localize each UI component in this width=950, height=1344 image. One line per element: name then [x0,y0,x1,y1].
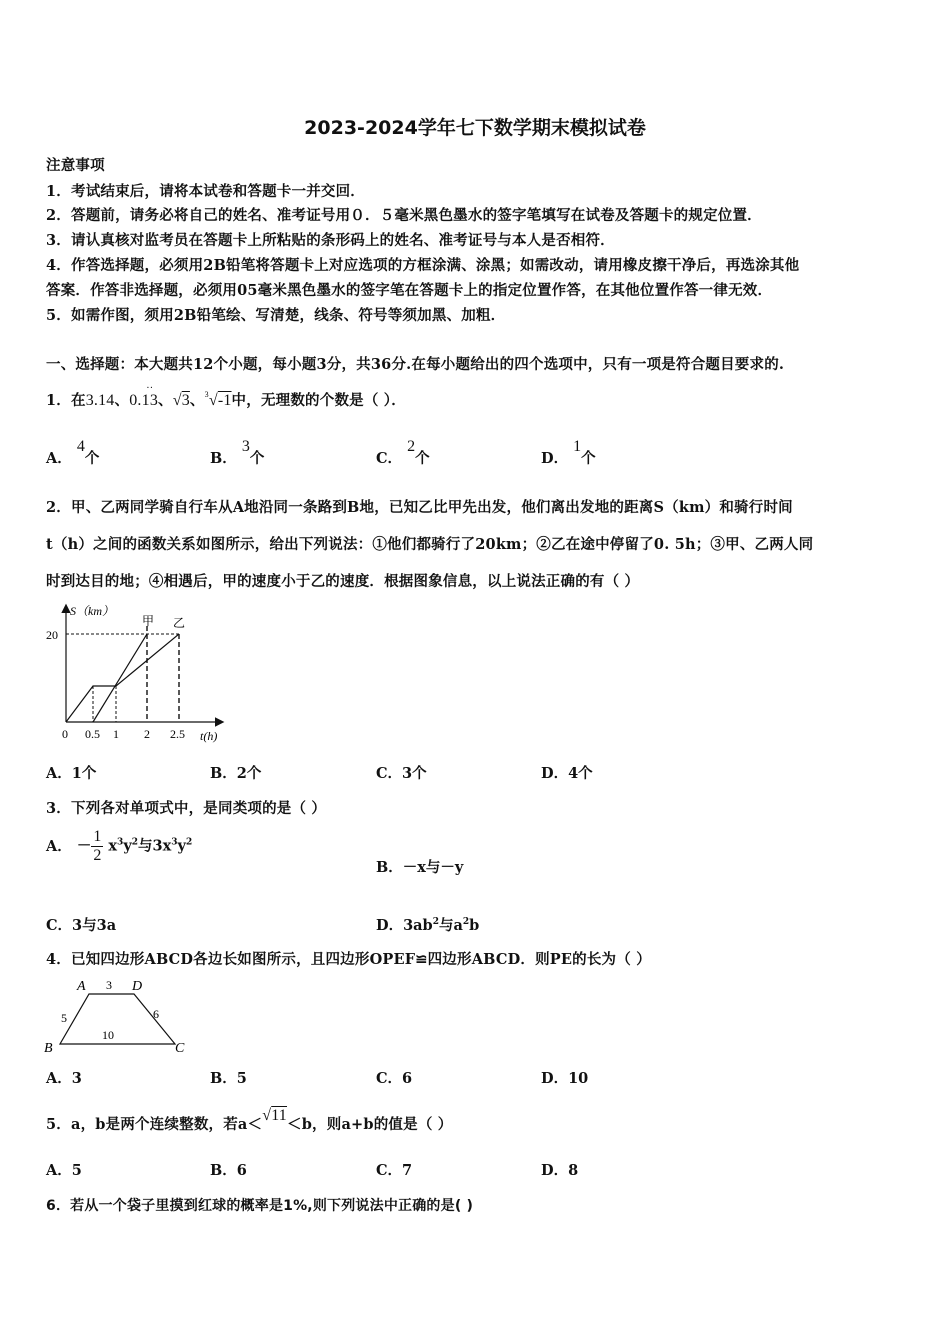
graph-x-tick: 2 [144,727,150,741]
q5-option-d[interactable]: D．8 [541,1162,579,1179]
exponent: 2 [462,917,470,927]
series-jia [93,634,147,722]
option-letter: A． [46,450,72,467]
radicand: 11 [271,1107,288,1124]
q1-number-1: 3.14 [85,392,115,409]
option-text: D．3ab [376,917,433,934]
question-5-stem [46,1107,453,1134]
question-3-stem: 3．下列各对单项式中，是同类项的是（ ） [46,800,327,817]
q1-sep: 、 [158,392,173,409]
q2-option-d[interactable]: D．4个 [541,765,593,782]
exponent: 3 [171,837,178,848]
q1-sqrt-3: √3 [172,392,190,409]
var-y: y [177,837,186,855]
graph-label-yi: 乙 [173,616,186,630]
option-number: 4 [76,438,85,455]
minus-sign: － [76,837,92,855]
notice-item: 4．作答选择题，必须用2B铅笔将答题卡上对应选项的方框涂满、涂黑；如需改动，请用橡皮擦干净后，再选涂其他 [46,257,800,274]
q2-option-a[interactable]: A．1个 [46,765,97,782]
notice-item: 答案．作答非选择题，必须用05毫米黑色墨水的签字笔在答题卡上的指定位置作答，在其他位置作答一律无效． [46,282,773,299]
notice-item: 5．如需作图，须用2B铅笔绘、写清楚，线条、符号等须加黑、加粗． [46,307,506,324]
exponent: 3 [117,837,124,848]
q1-sep: 、 [189,392,205,409]
question-2-line: 2．甲、乙两同学骑自行车从A地沿同一条路到B地，已知乙比甲先出发，他们离出发地的距离S（km）和骑行时间 [46,499,793,516]
q2-distance-time-graph [40,598,240,748]
q3-option-c[interactable]: C．3与3a [46,917,117,934]
repeat-dots: ·· [146,383,154,394]
q5-option-c[interactable]: C．7 [376,1162,413,1179]
graph-x-tick: 1 [113,727,119,741]
question-4-stem: 4．已知四边形ABCD各边长如图所示，且四边形OPEF≌四边形ABCD．则PE的长为（ ） [46,951,651,968]
q1-option-c[interactable] [376,438,430,468]
q4-option-c[interactable]: C．6 [376,1070,413,1087]
side-bc-length: 10 [102,1028,114,1042]
graph-x-label: t(h) [200,729,218,743]
exponent: 2 [131,837,139,848]
question-2-line: 时到达目的地；④相遇后，甲的速度小于乙的速度．根据图象信息，以上说法正确的有（ ） [46,573,640,590]
q2-option-c[interactable]: C．3个 [376,765,427,782]
q1-radicand-2: -1 [217,392,232,409]
vertex-b: B [44,1041,53,1056]
q5-option-b[interactable]: B．6 [210,1162,247,1179]
connector-text: 与3x [138,837,172,855]
side-ad-length: 3 [106,978,112,992]
q1-number-2: 0.13 [129,392,159,409]
exponent: 2 [185,837,193,848]
q2-option-b[interactable]: B．2个 [210,765,262,782]
q1-sep: 、 [114,392,130,409]
question-1-stem [46,383,406,410]
option-number: 1 [573,438,582,455]
q5-prefix: 5．a，b是两个连续整数，若a＜ [46,1116,263,1133]
graph-y20-label: 20 [46,628,58,642]
notice-item: 2．答题前，请务必将自己的姓名、准考证号用０．５毫米黑色墨水的签字笔填写在试卷及答题卡的规定位置． [46,207,762,224]
option-text: 与a [438,917,463,934]
graph-x-tick: 2.5 [170,727,185,741]
q1-option-b[interactable] [210,438,265,468]
option-unit: 个 [581,450,596,467]
q4-option-a[interactable]: A．3 [46,1070,82,1087]
vertex-a: A [77,979,86,994]
exponent: 2 [432,917,439,927]
side-ab-length: 5 [61,1011,67,1025]
fraction-numerator: 1 [93,828,102,845]
section-heading: 一、选择题：本大题共12个小题，每小题3分，共36分.在每小题给出的四个选项中，只有一项是符合题目要求的. [46,356,785,373]
q1-option-d[interactable] [541,438,596,468]
question-6-stem: 6．若从一个袋子里摸到红球的概率是1%,则下列说法中正确的是( ) [46,1198,474,1214]
q1-root-index: 3 [204,390,209,399]
var-y: y [123,837,132,855]
notice-heading: 注意事项 [46,157,105,174]
notice-item: 1．考试结束后，请将本试卷和答题卡一并交回． [46,183,365,200]
q4-quadrilateral-figure [40,972,200,1060]
side-dc-length: 6 [153,1007,159,1021]
option-letter: C． [376,450,403,467]
option-letter: D． [541,450,569,467]
fraction-one-half [91,828,103,865]
series-yi [66,634,179,722]
q1-suffix: 中，无理数的个数是（ ）． [231,392,406,409]
vertex-d: D [132,979,143,994]
graph-label-jia: 甲 [142,614,155,628]
option-unit: 个 [415,450,430,467]
q3-option-a[interactable] [46,828,192,865]
q5-suffix: ＜b，则a+b的值是（ ） [287,1116,453,1133]
q1-cbrt: $^3$√-1 [204,390,232,409]
option-text: b [469,917,480,934]
q5-option-a[interactable]: A．5 [46,1162,82,1179]
notice-item: 3．请认真核对监考员在答题卡上所粘贴的条形码上的姓名、准考证号与本人是否相符． [46,232,615,249]
page-title: 2023-2024学年七下数学期末模拟试卷 [304,117,646,139]
option-letter: B． [210,450,237,467]
q4-option-d[interactable]: D．10 [541,1070,589,1087]
q4-option-b[interactable]: B．5 [210,1070,247,1087]
var-x: x [108,837,118,855]
q1-option-a[interactable] [46,438,100,468]
option-number: 2 [407,438,416,455]
fraction-denominator: 2 [93,847,102,864]
vertex-c: C [175,1041,185,1056]
option-number: 3 [241,438,250,455]
q3-option-b[interactable]: B．－x与－y [376,859,464,876]
sqrt-11: √11 [262,1107,288,1124]
q3-option-d[interactable] [376,914,479,935]
option-unit: 个 [249,450,265,467]
option-letter: A． [46,837,72,855]
question-2-line: t（h）之间的函数关系如图所示，给出下列说法：①他们都骑行了20km；②乙在途中停留了0. 5h；③甲、乙两人同 [46,536,814,553]
q1-prefix: 1．在 [46,392,86,409]
q1-repeating-decimal [129,383,159,409]
option-unit: 个 [84,450,100,467]
q1-radicand-1: 3 [181,392,190,409]
graph-x-tick: 0.5 [85,727,100,741]
graph-x-tick: 0 [62,727,68,741]
graph-y-label: S（km） [70,604,114,618]
